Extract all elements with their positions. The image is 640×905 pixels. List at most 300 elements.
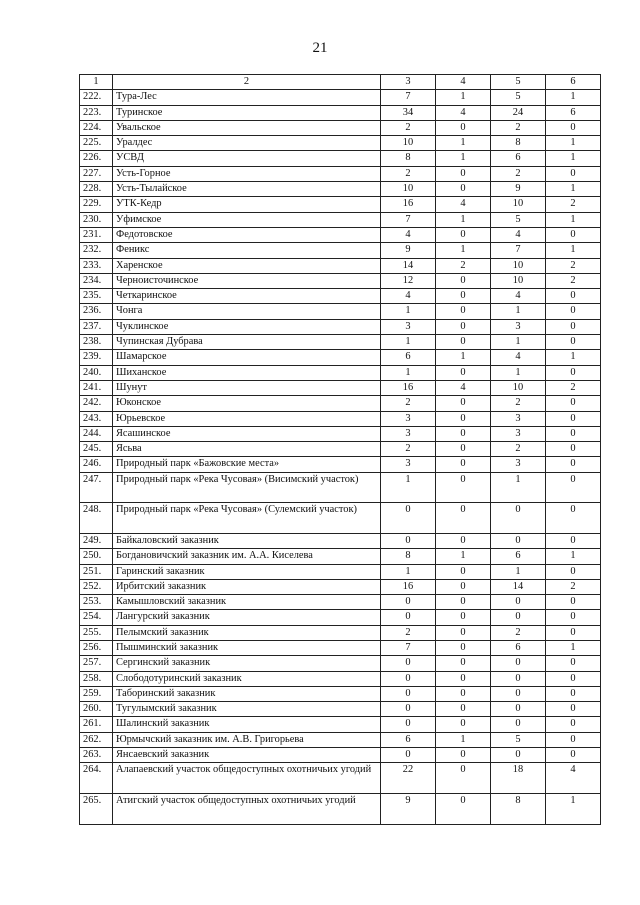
area-name-cell: Чуклинское — [113, 319, 381, 334]
area-name-cell: Ясьва — [113, 442, 381, 457]
value-cell: 4 — [381, 227, 436, 242]
table-row — [80, 258, 601, 273]
value-cell: 0 — [491, 656, 546, 671]
area-name-cell: Слободотуринский заказник — [113, 671, 381, 686]
value-cell: 0 — [491, 595, 546, 610]
area-name-cell: Пышминский заказник — [113, 640, 381, 655]
value-cell: 0 — [436, 335, 491, 350]
table-row — [80, 350, 601, 365]
value-cell: 8 — [491, 793, 546, 824]
value-cell: 2 — [381, 396, 436, 411]
row-number-cell: 229. — [80, 197, 113, 212]
area-name-cell: Алапаевский участок общедоступных охотничьих угодий — [113, 763, 381, 794]
value-cell: 0 — [436, 289, 491, 304]
row-number-cell: 255. — [80, 625, 113, 640]
value-cell: 0 — [436, 610, 491, 625]
value-cell: 0 — [381, 503, 436, 534]
table-row — [80, 457, 601, 472]
value-cell: 1 — [546, 640, 601, 655]
value-cell: 3 — [381, 411, 436, 426]
row-number-cell: 237. — [80, 319, 113, 334]
area-name-cell: Природный парк «Река Чусовая» (Сулемский участок) — [113, 503, 381, 534]
value-cell: 0 — [436, 656, 491, 671]
value-cell: 0 — [546, 625, 601, 640]
area-name-cell: Увальское — [113, 120, 381, 135]
row-number-cell: 241. — [80, 380, 113, 395]
row-number-cell: 238. — [80, 335, 113, 350]
value-cell: 1 — [436, 136, 491, 151]
row-number-cell: 227. — [80, 166, 113, 181]
row-number-cell: 256. — [80, 640, 113, 655]
table-row — [80, 671, 601, 686]
row-number-cell: 226. — [80, 151, 113, 166]
value-cell: 0 — [491, 717, 546, 732]
value-cell: 4 — [546, 763, 601, 794]
value-cell: 0 — [436, 273, 491, 288]
value-cell: 2 — [491, 442, 546, 457]
value-cell: 5 — [491, 732, 546, 747]
value-cell: 2 — [546, 273, 601, 288]
value-cell: 5 — [491, 90, 546, 105]
area-name-cell: УТК-Кедр — [113, 197, 381, 212]
value-cell: 2 — [546, 258, 601, 273]
value-cell: 3 — [491, 319, 546, 334]
area-name-cell: Байкаловский заказник — [113, 533, 381, 548]
value-cell: 9 — [381, 793, 436, 824]
value-cell: 0 — [436, 595, 491, 610]
table-row — [80, 273, 601, 288]
row-number-cell: 252. — [80, 579, 113, 594]
area-name-cell: УСВД — [113, 151, 381, 166]
header-cell: 3 — [381, 75, 436, 90]
row-number-cell: 254. — [80, 610, 113, 625]
header-cell: 5 — [491, 75, 546, 90]
table-row — [80, 120, 601, 135]
value-cell: 1 — [381, 365, 436, 380]
value-cell: 0 — [546, 304, 601, 319]
area-name-cell: Пелымский заказник — [113, 625, 381, 640]
table-row — [80, 90, 601, 105]
table-row — [80, 610, 601, 625]
value-cell: 0 — [381, 610, 436, 625]
value-cell: 2 — [381, 166, 436, 181]
value-cell: 0 — [436, 182, 491, 197]
table-row — [80, 319, 601, 334]
area-name-cell: Федотовское — [113, 227, 381, 242]
value-cell: 10 — [381, 182, 436, 197]
value-cell: 4 — [491, 350, 546, 365]
row-number-cell: 257. — [80, 656, 113, 671]
value-cell: 0 — [491, 748, 546, 763]
value-cell: 12 — [381, 273, 436, 288]
value-cell: 1 — [436, 549, 491, 564]
value-cell: 0 — [436, 702, 491, 717]
table-body — [80, 90, 601, 824]
value-cell: 1 — [546, 182, 601, 197]
table-row — [80, 335, 601, 350]
area-name-cell: Янсаевский заказник — [113, 748, 381, 763]
area-name-cell: Юконское — [113, 396, 381, 411]
table-row — [80, 763, 601, 794]
value-cell: 0 — [436, 120, 491, 135]
table-row — [80, 396, 601, 411]
value-cell: 8 — [381, 549, 436, 564]
table-row — [80, 197, 601, 212]
value-cell: 0 — [546, 426, 601, 441]
table-row — [80, 625, 601, 640]
value-cell: 0 — [436, 227, 491, 242]
row-number-cell: 225. — [80, 136, 113, 151]
row-number-cell: 234. — [80, 273, 113, 288]
value-cell: 0 — [546, 319, 601, 334]
value-cell: 6 — [381, 732, 436, 747]
value-cell: 3 — [381, 457, 436, 472]
value-cell: 2 — [381, 120, 436, 135]
row-number-cell: 231. — [80, 227, 113, 242]
area-name-cell: Природный парк «Бажовские места» — [113, 457, 381, 472]
value-cell: 1 — [436, 732, 491, 747]
value-cell: 0 — [436, 304, 491, 319]
value-cell: 4 — [436, 105, 491, 120]
table-row — [80, 212, 601, 227]
page-number: 21 — [312, 40, 328, 56]
row-number-cell: 243. — [80, 411, 113, 426]
value-cell: 0 — [491, 503, 546, 534]
row-number-cell: 247. — [80, 472, 113, 503]
value-cell: 2 — [381, 625, 436, 640]
row-number-cell: 230. — [80, 212, 113, 227]
value-cell: 2 — [491, 166, 546, 181]
table-row — [80, 304, 601, 319]
table-row — [80, 702, 601, 717]
area-name-cell: Усть-Горное — [113, 166, 381, 181]
table-row — [80, 182, 601, 197]
value-cell: 1 — [546, 350, 601, 365]
value-cell: 0 — [491, 671, 546, 686]
value-cell: 9 — [381, 243, 436, 258]
table-row — [80, 166, 601, 181]
value-cell: 0 — [436, 625, 491, 640]
value-cell: 0 — [436, 748, 491, 763]
value-cell: 1 — [491, 365, 546, 380]
value-cell: 0 — [436, 793, 491, 824]
value-cell: 0 — [546, 702, 601, 717]
value-cell: 7 — [491, 243, 546, 258]
table-header-row — [80, 75, 601, 90]
area-name-cell: Уфимское — [113, 212, 381, 227]
value-cell: 2 — [491, 396, 546, 411]
row-number-cell: 250. — [80, 549, 113, 564]
table-row — [80, 595, 601, 610]
table-row — [80, 426, 601, 441]
area-name-cell: Юрмычский заказник им. А.В. Григорьева — [113, 732, 381, 747]
row-number-cell: 246. — [80, 457, 113, 472]
row-number-cell: 228. — [80, 182, 113, 197]
table-row — [80, 579, 601, 594]
area-name-cell: Сергинский заказник — [113, 656, 381, 671]
value-cell: 0 — [436, 457, 491, 472]
value-cell: 10 — [491, 273, 546, 288]
value-cell: 0 — [546, 595, 601, 610]
value-cell: 7 — [381, 640, 436, 655]
value-cell: 0 — [546, 396, 601, 411]
value-cell: 0 — [436, 396, 491, 411]
value-cell: 3 — [491, 426, 546, 441]
value-cell: 7 — [381, 212, 436, 227]
value-cell: 0 — [546, 166, 601, 181]
value-cell: 14 — [381, 258, 436, 273]
value-cell: 4 — [436, 380, 491, 395]
area-name-cell: Харенское — [113, 258, 381, 273]
value-cell: 1 — [546, 793, 601, 824]
table-row — [80, 503, 601, 534]
header-cell: 6 — [546, 75, 601, 90]
row-number-cell: 242. — [80, 396, 113, 411]
value-cell: 0 — [436, 579, 491, 594]
value-cell: 2 — [491, 120, 546, 135]
area-name-cell: Тугулымский заказник — [113, 702, 381, 717]
value-cell: 0 — [546, 671, 601, 686]
value-cell: 0 — [436, 717, 491, 732]
area-name-cell: Природный парк «Река Чусовая» (Висимский участок) — [113, 472, 381, 503]
value-cell: 16 — [381, 197, 436, 212]
data-table — [79, 74, 601, 825]
area-name-cell: Шалинский заказник — [113, 717, 381, 732]
value-cell: 4 — [436, 197, 491, 212]
table-row — [80, 472, 601, 503]
value-cell: 6 — [491, 151, 546, 166]
area-name-cell: Камышловский заказник — [113, 595, 381, 610]
area-name-cell: Атигский участок общедоступных охотничьих угодий — [113, 793, 381, 824]
value-cell: 6 — [546, 105, 601, 120]
value-cell: 1 — [546, 212, 601, 227]
table-row — [80, 365, 601, 380]
value-cell: 0 — [436, 365, 491, 380]
header-cell: 4 — [436, 75, 491, 90]
value-cell: 0 — [436, 671, 491, 686]
area-name-cell: Ясашинское — [113, 426, 381, 441]
row-number-cell: 233. — [80, 258, 113, 273]
area-name-cell: Богдановичский заказник им. А.А. Киселева — [113, 549, 381, 564]
value-cell: 0 — [436, 503, 491, 534]
value-cell: 1 — [436, 151, 491, 166]
area-name-cell: Гаринский заказник — [113, 564, 381, 579]
row-number-cell: 244. — [80, 426, 113, 441]
table-row — [80, 289, 601, 304]
value-cell: 0 — [436, 166, 491, 181]
area-name-cell: Ирбитский заказник — [113, 579, 381, 594]
row-number-cell: 224. — [80, 120, 113, 135]
value-cell: 0 — [546, 732, 601, 747]
value-cell: 3 — [381, 319, 436, 334]
value-cell: 0 — [381, 671, 436, 686]
value-cell: 1 — [381, 472, 436, 503]
value-cell: 8 — [381, 151, 436, 166]
value-cell: 0 — [546, 120, 601, 135]
table-row — [80, 564, 601, 579]
header-cell: 1 — [80, 75, 113, 90]
value-cell: 0 — [436, 319, 491, 334]
row-number-cell: 262. — [80, 732, 113, 747]
value-cell: 4 — [491, 227, 546, 242]
value-cell: 3 — [381, 426, 436, 441]
value-cell: 0 — [546, 442, 601, 457]
value-cell: 0 — [381, 595, 436, 610]
value-cell: 6 — [381, 350, 436, 365]
value-cell: 0 — [546, 457, 601, 472]
value-cell: 0 — [436, 763, 491, 794]
value-cell: 0 — [546, 503, 601, 534]
table-row — [80, 227, 601, 242]
value-cell: 10 — [381, 136, 436, 151]
value-cell: 10 — [491, 380, 546, 395]
value-cell: 0 — [491, 686, 546, 701]
value-cell: 1 — [436, 243, 491, 258]
row-number-cell: 249. — [80, 533, 113, 548]
value-cell: 0 — [436, 411, 491, 426]
row-number-cell: 265. — [80, 793, 113, 824]
area-name-cell: Шиханское — [113, 365, 381, 380]
value-cell: 0 — [546, 656, 601, 671]
value-cell: 0 — [546, 289, 601, 304]
table-row — [80, 442, 601, 457]
value-cell: 0 — [381, 702, 436, 717]
value-cell: 1 — [436, 212, 491, 227]
value-cell: 0 — [381, 656, 436, 671]
area-name-cell: Юрьевское — [113, 411, 381, 426]
value-cell: 1 — [436, 90, 491, 105]
table-row — [80, 717, 601, 732]
value-cell: 0 — [546, 411, 601, 426]
area-name-cell: Черноисточинское — [113, 273, 381, 288]
value-cell: 0 — [546, 564, 601, 579]
value-cell: 9 — [491, 182, 546, 197]
value-cell: 5 — [491, 212, 546, 227]
value-cell: 0 — [436, 640, 491, 655]
value-cell: 1 — [491, 472, 546, 503]
value-cell: 0 — [546, 717, 601, 732]
row-number-cell: 263. — [80, 748, 113, 763]
value-cell: 1 — [546, 136, 601, 151]
value-cell: 1 — [381, 335, 436, 350]
value-cell: 1 — [436, 350, 491, 365]
value-cell: 0 — [436, 472, 491, 503]
row-number-cell: 236. — [80, 304, 113, 319]
value-cell: 24 — [491, 105, 546, 120]
value-cell: 1 — [546, 549, 601, 564]
row-number-cell: 259. — [80, 686, 113, 701]
value-cell: 0 — [381, 686, 436, 701]
value-cell: 3 — [491, 411, 546, 426]
value-cell: 1 — [546, 151, 601, 166]
value-cell: 2 — [381, 442, 436, 457]
value-cell: 18 — [491, 763, 546, 794]
value-cell: 14 — [491, 579, 546, 594]
area-name-cell: Шунут — [113, 380, 381, 395]
table-row — [80, 411, 601, 426]
area-name-cell: Туринское — [113, 105, 381, 120]
value-cell: 0 — [436, 442, 491, 457]
table-row — [80, 136, 601, 151]
row-number-cell: 261. — [80, 717, 113, 732]
value-cell: 0 — [491, 702, 546, 717]
value-cell: 3 — [491, 457, 546, 472]
value-cell: 34 — [381, 105, 436, 120]
value-cell: 2 — [436, 258, 491, 273]
header-cell: 2 — [113, 75, 381, 90]
value-cell: 0 — [546, 686, 601, 701]
value-cell: 10 — [491, 197, 546, 212]
value-cell: 0 — [381, 748, 436, 763]
table-row — [80, 686, 601, 701]
table-row — [80, 793, 601, 824]
table-row — [80, 533, 601, 548]
value-cell: 22 — [381, 763, 436, 794]
value-cell: 4 — [381, 289, 436, 304]
area-name-cell: Четкаринское — [113, 289, 381, 304]
value-cell: 1 — [491, 335, 546, 350]
value-cell: 7 — [381, 90, 436, 105]
table-row — [80, 243, 601, 258]
table-row — [80, 748, 601, 763]
table-row — [80, 640, 601, 655]
table-row — [80, 549, 601, 564]
value-cell: 0 — [546, 533, 601, 548]
value-cell: 16 — [381, 579, 436, 594]
row-number-cell: 251. — [80, 564, 113, 579]
row-number-cell: 258. — [80, 671, 113, 686]
row-number-cell: 239. — [80, 350, 113, 365]
area-name-cell: Чонга — [113, 304, 381, 319]
table-row — [80, 105, 601, 120]
area-name-cell: Шамарское — [113, 350, 381, 365]
row-number-cell: 264. — [80, 763, 113, 794]
area-name-cell: Таборинский заказник — [113, 686, 381, 701]
value-cell: 0 — [381, 533, 436, 548]
value-cell: 16 — [381, 380, 436, 395]
value-cell: 8 — [491, 136, 546, 151]
value-cell: 1 — [491, 564, 546, 579]
row-number-cell: 253. — [80, 595, 113, 610]
value-cell: 1 — [546, 243, 601, 258]
value-cell: 0 — [546, 610, 601, 625]
value-cell: 2 — [491, 625, 546, 640]
row-number-cell: 240. — [80, 365, 113, 380]
value-cell: 0 — [436, 533, 491, 548]
value-cell: 0 — [436, 426, 491, 441]
value-cell: 1 — [381, 564, 436, 579]
table-row — [80, 380, 601, 395]
area-name-cell: Тура-Лес — [113, 90, 381, 105]
row-number-cell: 245. — [80, 442, 113, 457]
value-cell: 2 — [546, 380, 601, 395]
value-cell: 6 — [491, 640, 546, 655]
value-cell: 0 — [491, 533, 546, 548]
value-cell: 0 — [546, 227, 601, 242]
value-cell: 0 — [436, 686, 491, 701]
value-cell: 10 — [491, 258, 546, 273]
value-cell: 1 — [381, 304, 436, 319]
value-cell: 2 — [546, 197, 601, 212]
row-number-cell: 260. — [80, 702, 113, 717]
value-cell: 0 — [491, 610, 546, 625]
area-name-cell: Чупинская Дубрава — [113, 335, 381, 350]
value-cell: 0 — [546, 748, 601, 763]
value-cell: 6 — [491, 549, 546, 564]
row-number-cell: 223. — [80, 105, 113, 120]
row-number-cell: 222. — [80, 90, 113, 105]
value-cell: 0 — [546, 365, 601, 380]
